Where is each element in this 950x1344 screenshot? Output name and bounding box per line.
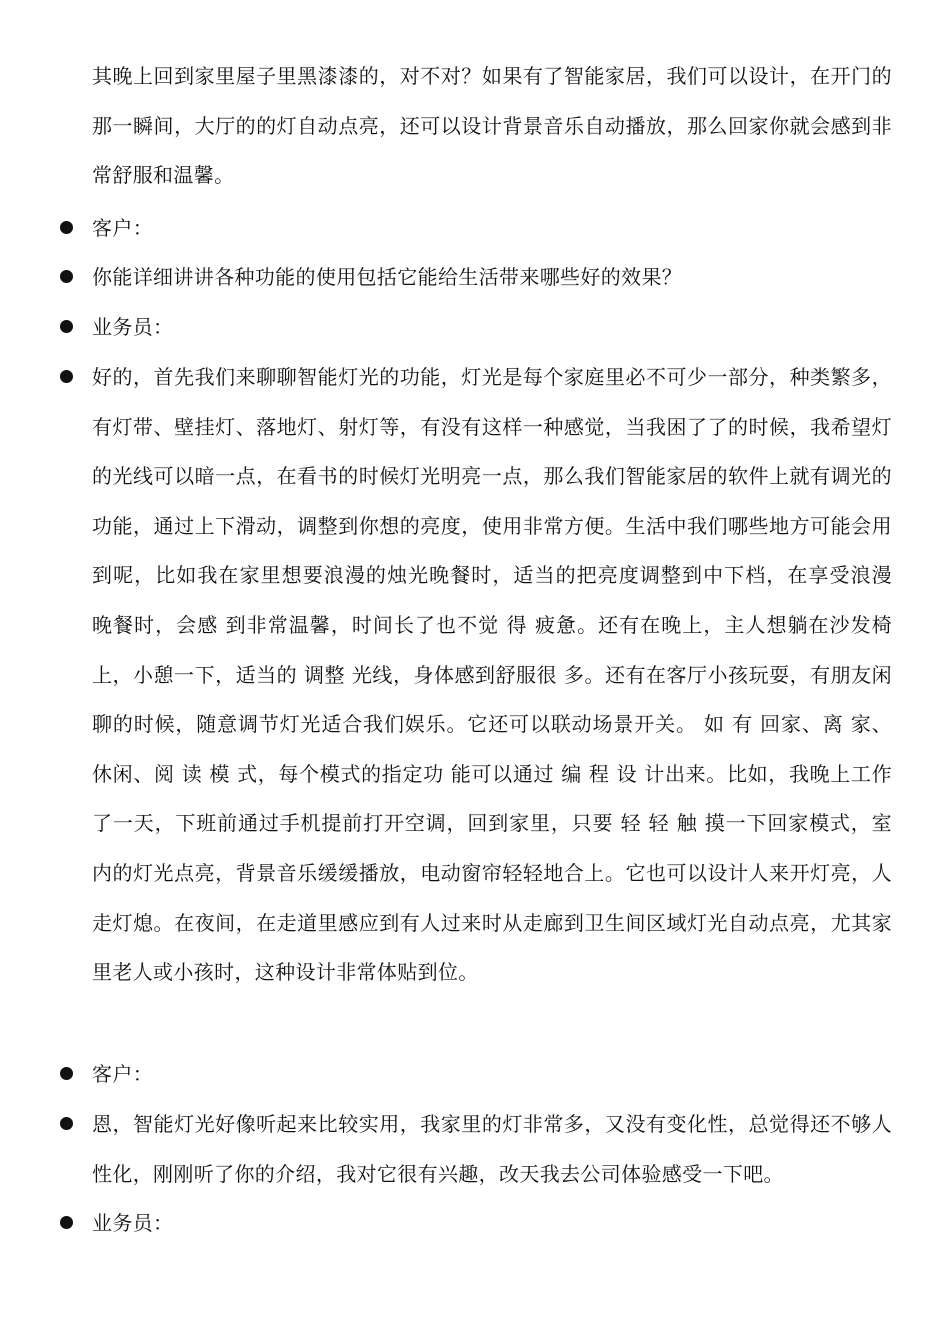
speaker-label-salesperson: 业务员：: [92, 1211, 174, 1235]
bullet-icon: [60, 221, 73, 234]
bullet-icon: [60, 1216, 73, 1229]
bullet-icon: [60, 320, 73, 333]
speaker-label-salesperson: 业务员：: [92, 315, 174, 339]
speaker-label-customer: 客户：: [92, 1062, 154, 1086]
salesperson-answer: 好的，首先我们来聊聊智能灯光的功能，灯光是每个家庭里必不可少一部分，种类繁多，有灯带、壁挂灯、落地灯、射灯等，有没有这样一种感觉，当我困了了的时候，我希望灯的光线可以暗一点，在看书的时候灯光明亮一点，那么我们智能家居的软件上就有调光的功能，通过上下滑动，调整到你想的亮度，使用非常方便。生活中我们哪些地方可能会用到呢，比如我在家里想要浪漫的烛光晚餐时，适当的把亮度调整到中下档，在享受浪漫 晚餐时，会感 到非常温馨，时间长了也不觉 得 疲惫。还有在晚上，主人想躺在沙发椅上，小憩一下，适当的 调整 光线，身体感到舒服很 多。还有在客厅小孩玩耍，有朋友闲聊的时候，随意调节灯光适合我们娱乐。它还可以联动场景开关。 如 有 回家、离 家、休闲、阅 读 模 式，每个模式的指定功 能可以通过 编 程 设 计出来。比如，我晚上工作了一天，下班前通过手机提前打开空调，回到家里，只要 轻 轻 触 摸一下回家模式，室内的灯光点亮，背景音乐缓缓播放，电动窗帘轻轻地合上。它也可以设计人来开灯亮，人走灯熄。在夜间，在走道里感应到有人过来时从走廊到卫生间区域灯光自动点亮，尤其家里老人或小孩时，这种设计非常体贴到位。: [92, 365, 892, 985]
customer-reply: 恩，智能灯光好像听起来比较实用，我家里的灯非常多，又没有变化性，总觉得还不够人性化，刚刚听了你的介绍，我对它很有兴趣，改天我去公司体验感受一下吧。: [92, 1112, 892, 1186]
bullet-icon: [60, 370, 73, 383]
customer-question: 你能详细讲讲各种功能的使用包括它能给生活带来哪些好的效果？: [92, 265, 683, 289]
bullet-icon: [60, 1117, 73, 1130]
bullet-icon: [60, 1067, 73, 1080]
continuation-paragraph: 其晚上回到家里屋子里黑漆漆的，对不对？如果有了智能家居，我们可以设计，在开门的那一瞬间，大厅的的灯自动点亮，还可以设计背景音乐自动播放，那么回家你就会感到非常舒服和温馨。: [92, 64, 892, 188]
speaker-label-customer: 客户：: [92, 216, 154, 240]
bullet-icon: [60, 270, 73, 283]
